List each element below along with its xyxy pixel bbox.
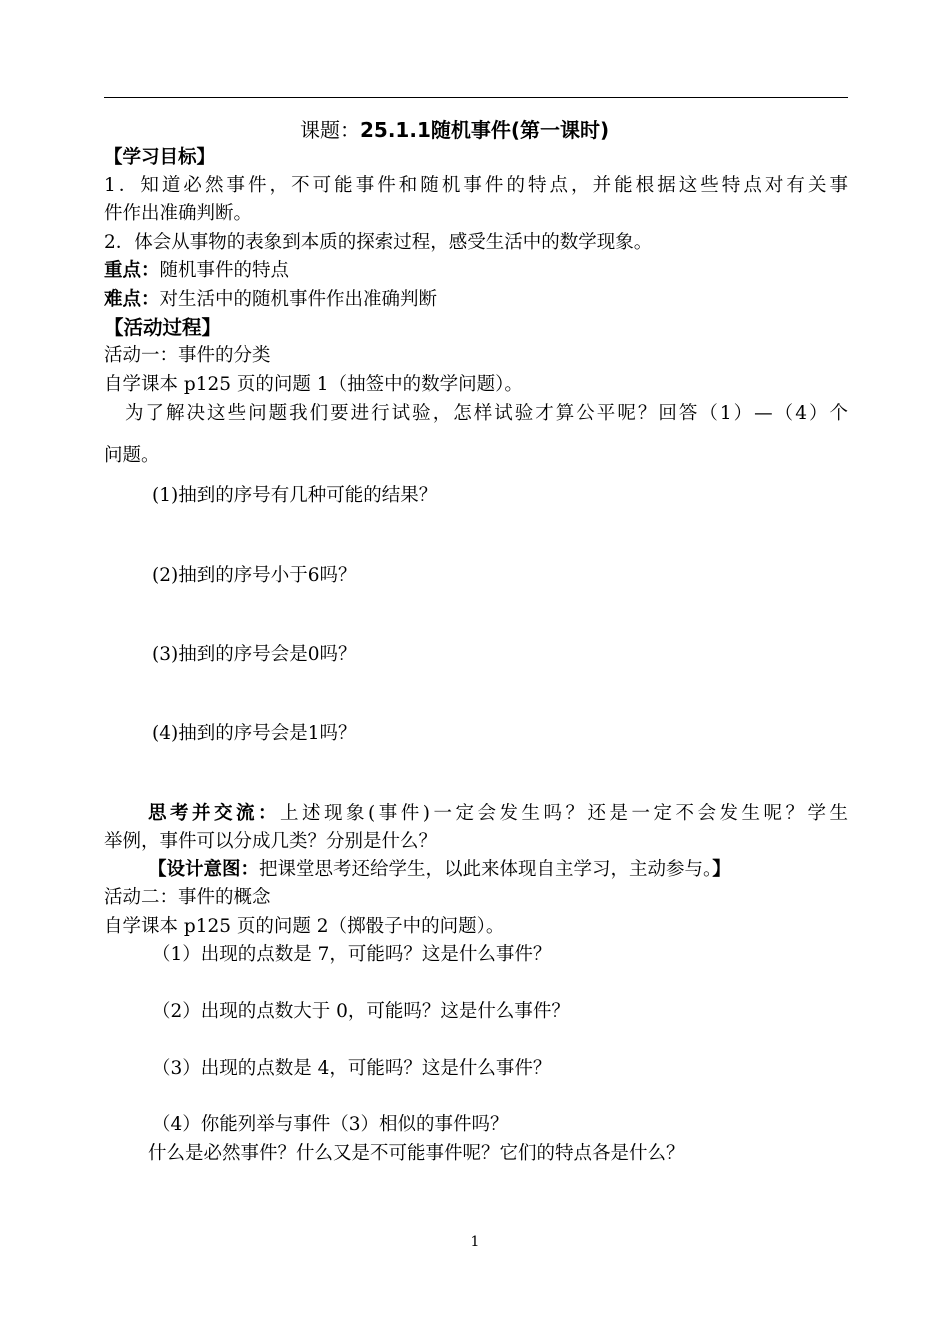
goal-1-line-1: 1．知道必然事件，不可能事件和随机事件的特点，并能根据这些特点对有关事 [104,175,848,196]
think-discuss-line-1: 思考并交流：上述现象(事件)一定会发生吗？还是一定不会发生呢？学生 [148,803,848,824]
question-1: (1)抽到的序号有几种可能的结果？ [152,485,438,506]
dice-question-3: （3）出现的点数是 4，可能吗？这是什么事件？ [152,1058,552,1079]
summary-question: 什么是必然事件？什么又是不可能事件呢？它们的特点各是什么？ [148,1143,685,1164]
dice-question-4: （4）你能列举与事件（3）相似的事件吗？ [152,1114,509,1135]
header-rule [104,97,848,98]
question-2: (2)抽到的序号小于6吗？ [152,565,357,586]
activity-2-reading: 自学课本 p125 页的问题 2（掷骰子中的问题）。 [104,916,505,937]
key-point: 重点：随机事件的特点 [104,260,290,281]
activity-1-reading: 自学课本 p125 页的问题 1（抽签中的数学问题）。 [104,374,523,395]
think-discuss-line-2: 举例，事件可以分成几类？分别是什么？ [104,831,438,852]
section-heading-process: 【活动过程】 [104,316,222,339]
goal-2: 2．体会从事物的表象到本质的探索过程，感受生活中的数学现象。 [104,232,653,253]
question-4: (4)抽到的序号会是1吗？ [152,723,357,744]
page-number: 1 [470,1234,480,1250]
difficulty-point: 难点：对生活中的随机事件作出准确判断 [104,289,438,310]
dice-question-1: （1）出现的点数是 7，可能吗？这是什么事件？ [152,944,552,965]
section-heading-goals: 【学习目标】 [104,147,216,168]
design-intent: 【设计意图：把课堂思考还给学生，以此来体现自主学习，主动参与。】 [148,859,731,880]
activity-2-title: 活动二：事件的概念 [104,887,271,908]
activity-1-intro-line-1: 为了解决这些问题我们要进行试验，怎样试验才算公平呢？回答（1）—（4）个 [125,403,848,424]
activity-1-title: 活动一：事件的分类 [104,345,271,366]
activity-1-intro-line-2: 问题。 [104,445,160,466]
goal-1-line-2: 件作出准确判断。 [104,203,253,224]
dice-question-2: （2）出现的点数大于 0，可能吗？这是什么事件？ [152,1001,570,1022]
question-3: (3)抽到的序号会是0吗？ [152,644,357,665]
page-title: 课题：25.1.1随机事件(第一课时) [300,118,610,142]
